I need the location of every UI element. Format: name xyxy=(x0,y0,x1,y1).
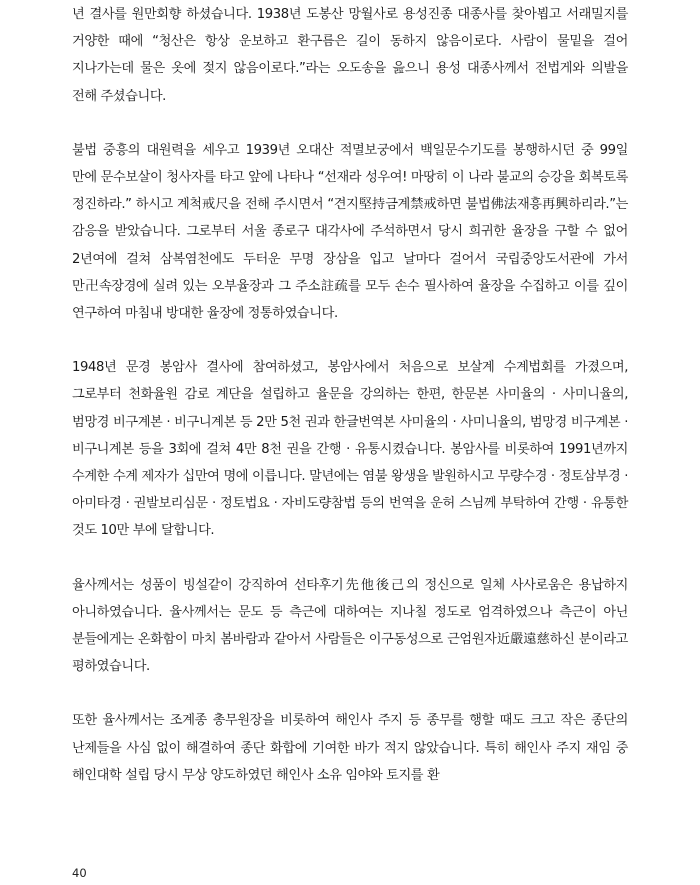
paragraph-2: 불법 중흥의 대원력을 세우고 1939년 오대산 적멸보궁에서 백일문수기도를 봉행하시던 중 99일 만에 문수보살이 청사자를 타고 앞에 나타나 “선재라 성우여! 마땅히 이 나라 불교의 승강을 회복토록 정진하라.” 하시고 계척戒尺을 전해 주시면서 “견지堅持금계禁戒하면 불법佛法재흥再興하리라.”는 감응을 받았습니다. 그로부터 서울 종로구 대각사에 주석하면서 당시 희귀한 율장을 구할 수 없어 2년여에 걸쳐 삼복염천에도 두터운 무명 장삼을 입고 날마다 걸어서 국립중앙도서관에 가서 만卍속장경에 실려 있는 오부율장과 그 주소註疏를 모두 손수 필사하여 율장을 수집하고 이를 깊이 연구하여 마침내 방대한 율장에 정통하였습니다. xyxy=(72,142,628,322)
page-number: 40 xyxy=(72,866,87,880)
paragraph-spacer xyxy=(72,327,628,354)
paragraph-4: 율사께서는 성품이 빙설같이 강직하여 선타후기先他後己의 정신으로 일체 사사로움은 용납하지 아니하였습니다. 율사께서는 문도 등 측근에 대하여는 지나칠 정도로 엄격하였으나 측근이 아닌 분들에게는 온화함이 마치 봄바람과 같아서 사람들은 이구동성으로 근엄원자近嚴遠慈하신 분이라고 평하였습니다. xyxy=(72,577,628,675)
paragraph-3: 1948년 문경 봉암사 결사에 참여하셨고, 봉암사에서 처음으로 보살계 수계법회를 가졌으며, 그로부터 천화율원 감로 계단을 설립하고 율문을 강의하는 한편, 한문본 사미율의 · 사미니율의, 범망경 비구계본 · 비구니계본 등 2만 5천 권과 한글번역본 사미율의 · 사미니율의, 범망경 비구계본 · 비구니계본 등을 3회에 걸쳐 4만 8천 권을 간행 · 유통시켰습니다. 봉암사를 비롯하여 1991년까지 수계한 수계 제자가 십만여 명에 이릅니다. 말년에는 염불 왕생을 발원하시고 무량수경 · 정토삼부경 · 아미타경 · 권발보리심문 · 정토법요 · 자비도량참법 등의 번역을 운허 스님께 부탁하여 간행 · 유통한 것도 10만 부에 달합니다. xyxy=(72,360,628,539)
paragraph-spacer xyxy=(72,680,628,707)
paragraph-spacer xyxy=(72,110,628,137)
paragraph-spacer xyxy=(72,545,628,572)
paragraph-5: 또한 율사께서는 조계종 총무원장을 비롯하여 해인사 주지 등 종무를 행할 때도 크고 작은 종단의 난제들을 사심 없이 해결하여 종단 화합에 기여한 바가 적지 않았습니다. 특히 해인사 주지 재임 중 해인대학 설립 당시 무상 양도하였던 해인사 소유 임야와 토지를 환 xyxy=(72,713,628,783)
document-page xyxy=(72,0,628,789)
paragraph-1: 년 결사를 원만회향 하셨습니다. 1938년 도봉산 망월사로 용성진종 대종사를 찾아뵙고 서래밀지를 거양한 때에 “청산은 항상 운보하고 환구름은 길이 동하지 않음이로다. 사람이 물밑을 걸어 지나가는데 물은 옷에 젖지 않음이로다.”라는 오도송을 읊으니 용성 대종사께서 전법게와 의발을 전해 주셨습니다. xyxy=(72,7,628,104)
